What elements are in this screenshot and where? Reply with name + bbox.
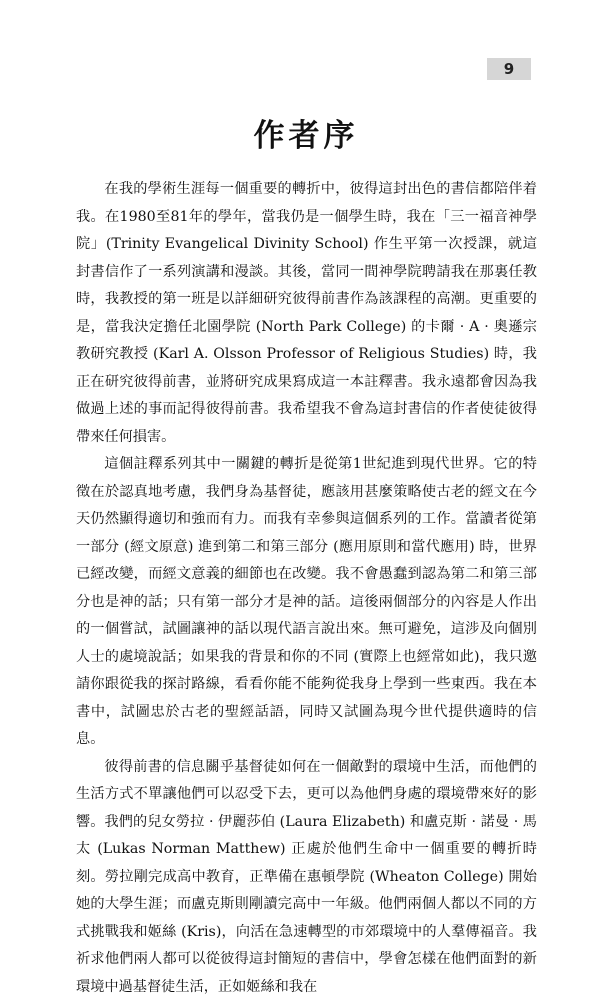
paragraph: 在我的學術生涯每一個重要的轉折中，彼得這封出色的書信都陪伴着我。在1980至81年的學年，當我仍是一個學生時，我在「三一福音神學院」(Trinity Evangelical Divinity School) 作生平第一次授課，就這封書信作了一系列演講和漫談。其後，當同一間神學院聘請我在那裏任教時，我教授的第一班是以詳細研究彼得前書作為該課程的高潮。更重要的是，當我決定擔任北園學院 (North Park College) 的卡爾 · A · 奧遜宗教研究教授 (Karl A. Olsson Professor of Religious Studies) 時，我正在研究彼得前書，並將研究成果寫成這一本註釋書。我永遠都會因為我做過上述的事而記得彼得前書。我希望我不會為這封書信的作者使徒彼得帶來任何損害。 bbox=[76, 176, 537, 451]
preface-body bbox=[76, 176, 537, 1001]
paragraph: 彼得前書的信息關乎基督徒如何在一個敵對的環境中生活，而他們的生活方式不單讓他們可以忍受下去，更可以為他們身處的環境帶來好的影響。我們的兒女勞拉 · 伊麗莎伯 (Laura Elizabeth) 和盧克斯 · 諾曼 · 馬太 (Lukas Norman Matthew) 正處於他們生命中一個重要的轉折時刻。勞拉剛完成高中教育，正準備在惠頓學院 (Wheaton College) 開始她的大學生涯；而盧克斯則剛讀完高中一年級。他們兩個人都以不同的方式挑戰我和姬絲 (Kris)，向活在急速轉型的市郊環境中的人羣傳福音。我祈求他們兩人都可以從彼得這封簡短的書信中，學會怎樣在他們面對的新環境中過基督徒生活，正如姬絲和我在 bbox=[76, 754, 537, 1001]
page-title: 作者序 bbox=[0, 110, 612, 155]
paragraph: 這個註釋系列其中一關鍵的轉折是從第1世紀進到現代世界。它的特徵在於認真地考慮，我們身為基督徒，應該用甚麼策略使古老的經文在今天仍然顯得適切和強而有力。而我有幸參與這個系列的工作。當讀者從第一部分 (經文原意) 進到第二和第三部分 (應用原則和當代應用) 時，世界已經改變，而經文意義的細節也在改變。我不會愚蠢到認為第二和第三部分也是神的話；只有第一部分才是神的話。這後兩個部分的內容是人作出的一個嘗試，試圖讓神的話以現代語言說出來。無可避免，這涉及向個別人士的處境說話；如果我的背景和你的不同 (實際上也經常如此)，我只邀請你跟從我的探討路線，看看你能不能夠從我身上學到一些東西。我在本書中，試圖忠於古老的聖經話語，同時又試圖為現今世代提供適時的信息。 bbox=[76, 451, 537, 754]
page-number: 9 bbox=[487, 58, 531, 80]
